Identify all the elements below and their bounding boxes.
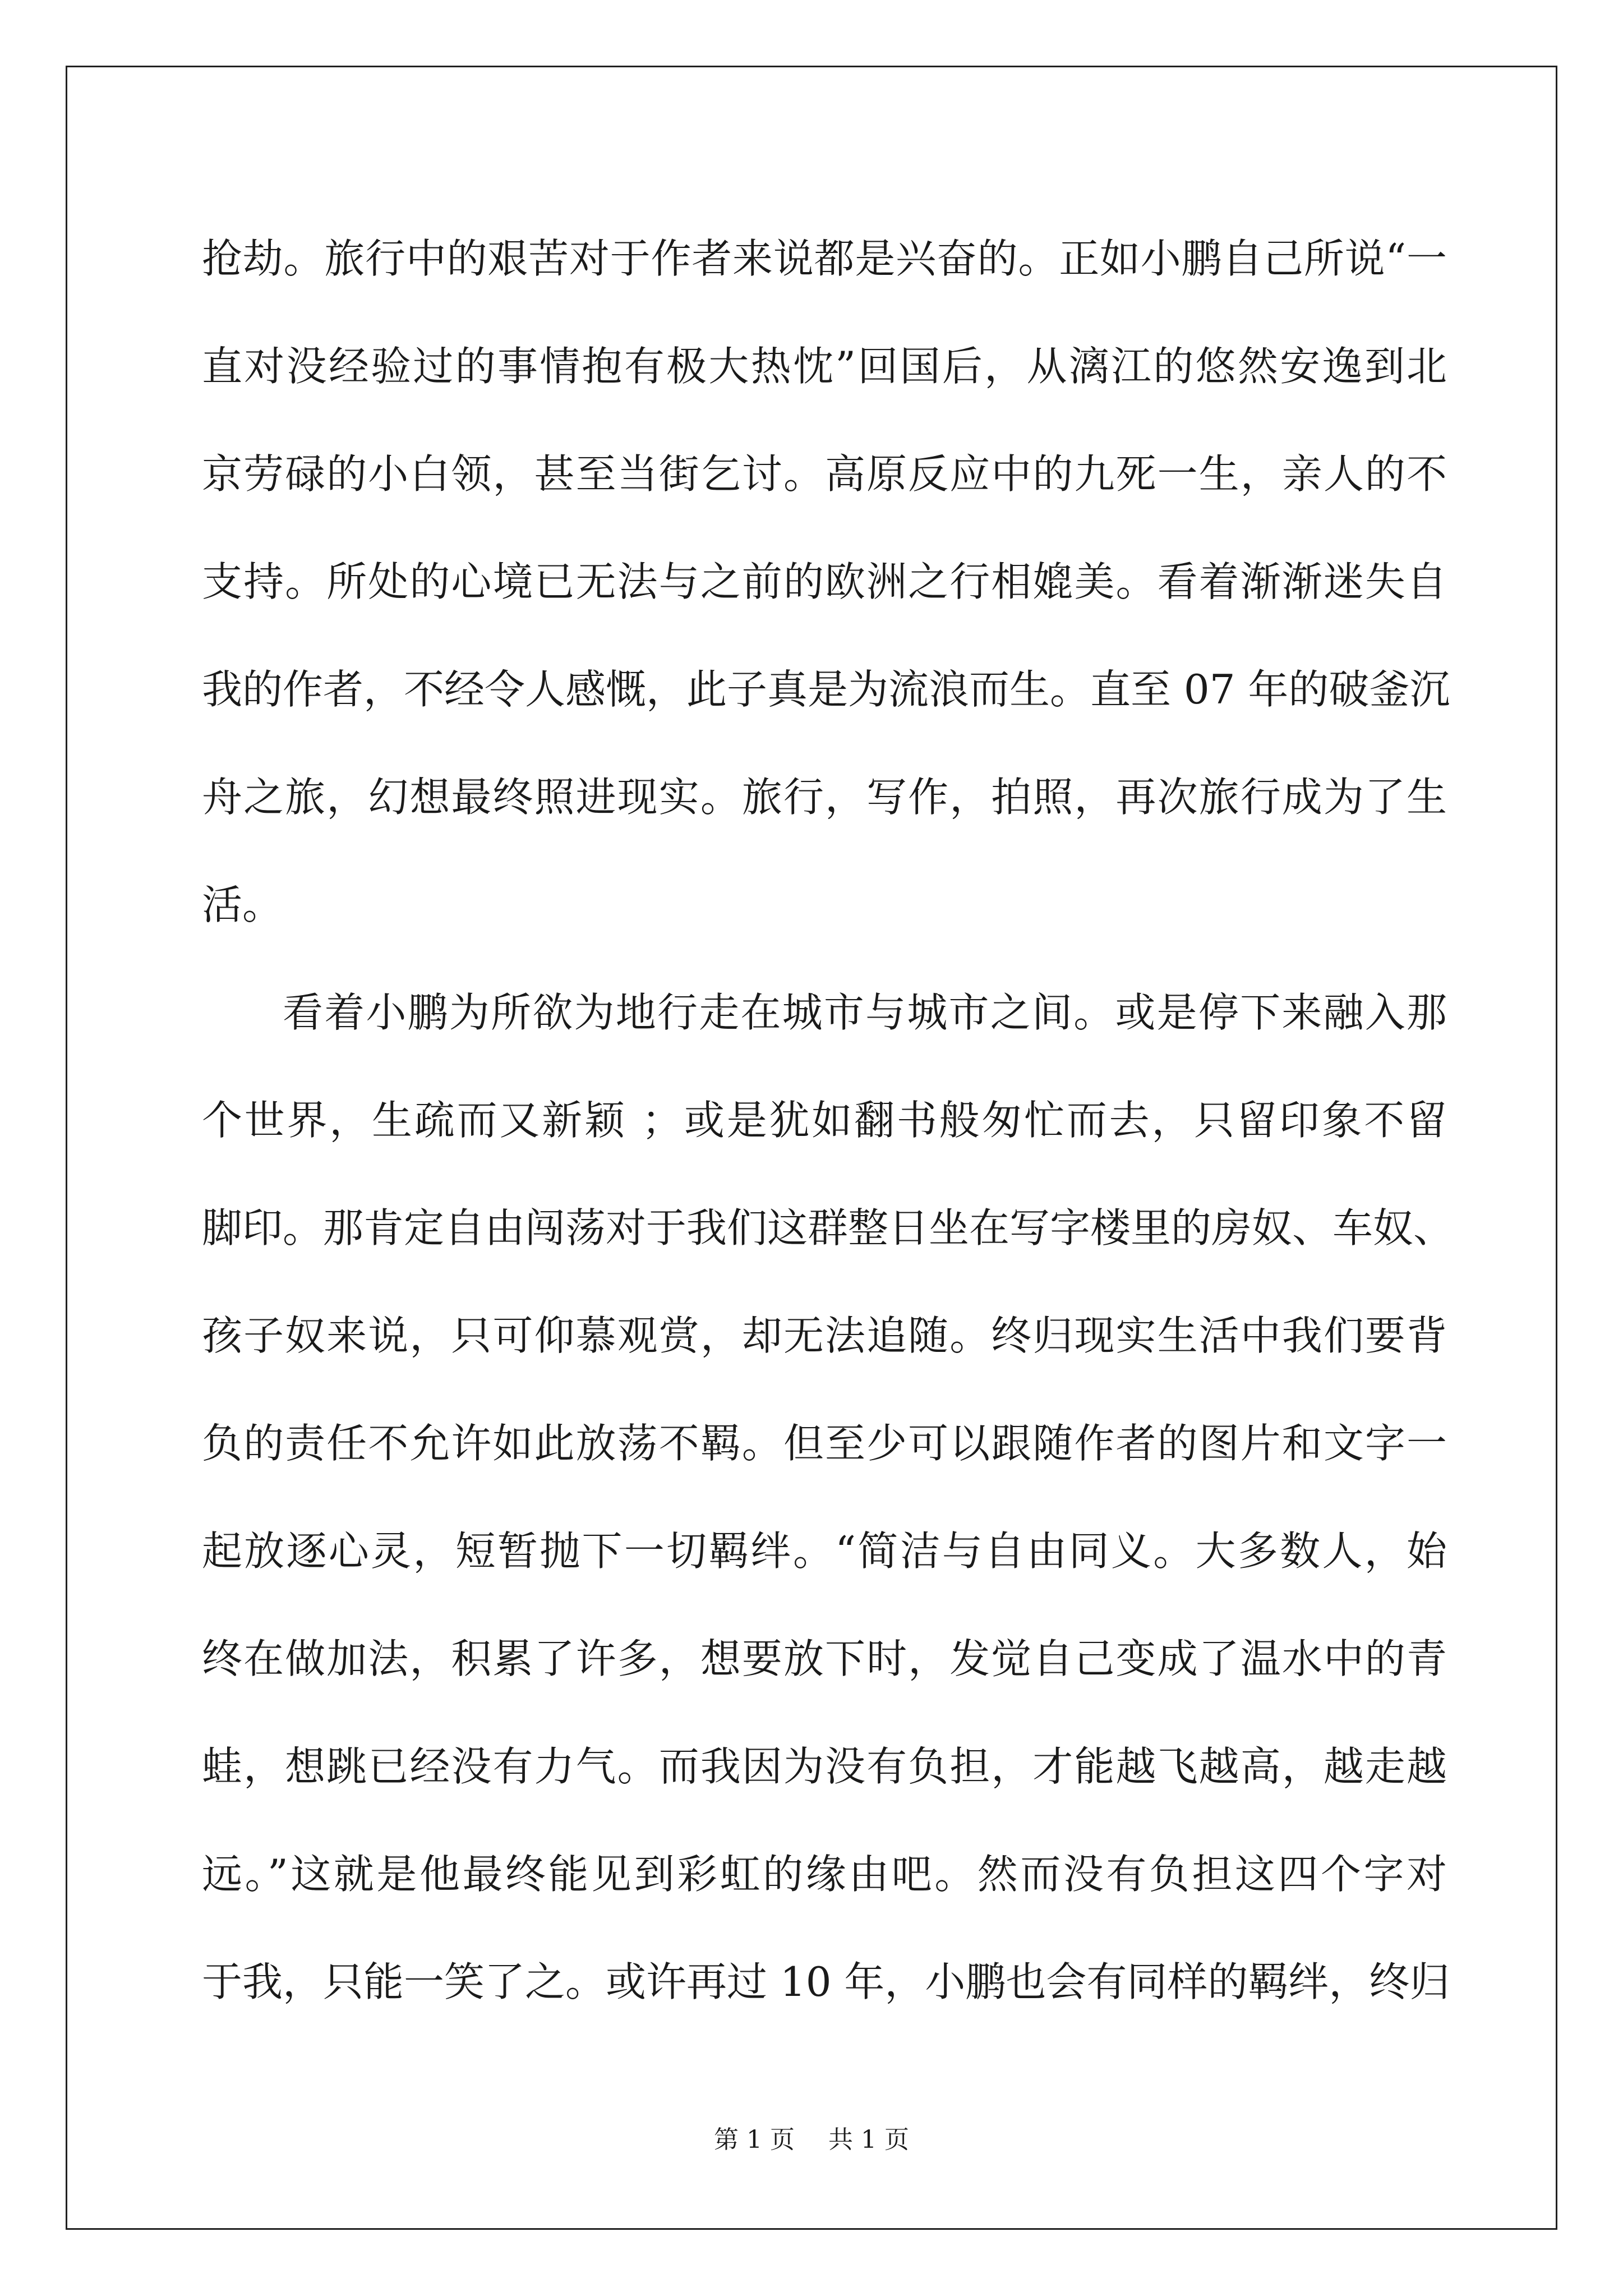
text-line: 支持。所处的心境已无法与之前的欧洲之行相媲美。看着渐渐迷失自: [202, 558, 1447, 605]
text-line: 我的作者，不经令人感慨，此子真是为流浪而生。直至 07 年的破釜沉: [202, 666, 1450, 713]
text-line: 抢劫。旅行中的艰苦对于作者来说都是兴奋的。正如小鹏自己所说“一: [202, 235, 1447, 282]
document-body: [202, 205, 1454, 2036]
page-number: 第 1 页: [714, 2125, 795, 2154]
text-line: 活。: [202, 881, 283, 928]
text-line: 蛙，想跳已经没有力气。而我因为没有负担，才能越飞越高，越走越: [202, 1743, 1447, 1790]
page-total: 共 1 页: [828, 2125, 909, 2154]
text-line: 京劳碌的小白领，甚至当街乞讨。高原反应中的九死一生，亲人的不: [202, 450, 1447, 498]
paragraph-1: [202, 205, 1450, 959]
text-line: 个世界，生疏而又新颖 ；或是犹如翻书般匆忙而去，只留印象不留: [202, 1097, 1447, 1144]
text-line: 终在做加法，积累了许多，想要放下时，发觉自己变成了温水中的青: [202, 1635, 1447, 1682]
paragraph-2: [202, 959, 1454, 2036]
text-line: 孩子奴来说，只可仰慕观赏，却无法追随。终归现实生活中我们要背: [202, 1312, 1447, 1359]
text-line: 舟之旅，幻想最终照进现实。旅行，写作，拍照，再次旅行成为了生: [202, 774, 1447, 821]
text-line: 负的责任不允许如此放荡不羁。但至少可以跟随作者的图片和文字一: [202, 1420, 1447, 1467]
text-line: 于我，只能一笑了之。或许再过 10 年，小鹏也会有同样的羁绊，终归: [202, 1958, 1450, 2005]
text-line: 起放逐心灵，短暂抛下一切羁绊。“简洁与自由同义。大多数人，始: [202, 1527, 1447, 1575]
text-line: 脚印。那肯定自由闯荡对于我们这群整日坐在写字楼里的房奴、车奴、: [202, 1204, 1454, 1251]
text-line: 远。”这就是他最终能见到彩虹的缘由吧。然而没有负担这四个字对: [202, 1851, 1447, 1898]
page-footer: [0, 2123, 1623, 2157]
text-line: 直对没经验过的事情抱有极大热忱”回国后，从漓江的悠然安逸到北: [202, 343, 1447, 390]
text-line: 看着小鹏为所欲为地行走在城市与城市之间。或是停下来融入那: [283, 989, 1447, 1036]
